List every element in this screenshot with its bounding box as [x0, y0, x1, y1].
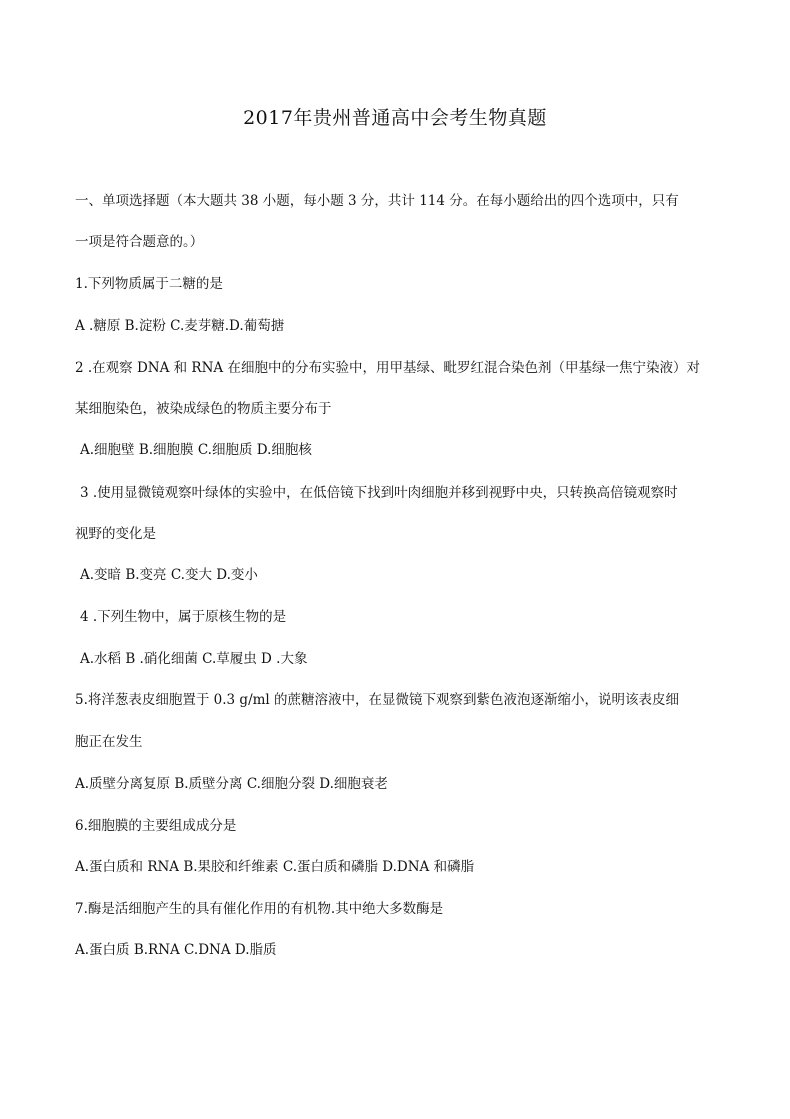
question-6-stem: 6.细胞膜的主要组成成分是	[75, 818, 237, 834]
question-6-options: A.蛋白质和 RNA B.果胶和纤维素 C.蛋白质和磷脂 D.DNA 和磷脂	[75, 859, 475, 875]
question-5-stem-line-2: 胞正在发生	[75, 734, 143, 750]
question-4-stem: 4 .下列生物中，属于原核生物的是	[80, 609, 287, 625]
question-2-stem-line-1: 2 .在观察 DNA 和 RNA 在细胞中的分布实验中，用甲基绿、毗罗红混合染色剂（甲基绿一焦宁染液）对	[75, 360, 700, 376]
page-title: 2017年贵州普通高中会考生物真题	[243, 107, 547, 129]
section-heading-line-1: 一、单项选择题（本大题共 38 小题，每小题 3 分，共计 114 分。在每小题给出的四个选项中，只有	[75, 193, 679, 209]
question-2-stem-line-2: 某细胞染色，被染成绿色的物质主要分布于	[75, 401, 332, 417]
question-5-options: A.质壁分离复原 B.质壁分离 C.细胞分裂 D.细胞衰老	[75, 776, 388, 792]
question-3-stem-line-1: 3 .使用显微镜观察叶绿体的实验中，在低倍镜下找到叶肉细胞并移到视野中央，只转换高倍镜观察时	[80, 485, 678, 501]
question-5-stem-line-1: 5.将洋葱表皮细胞置于 0.3 g/ml 的蔗糖溶液中，在显微镜下观察到紫色液泡逐渐缩小，说明该表皮细	[75, 692, 680, 708]
question-2-options: A.细胞壁 B.细胞膜 C.细胞质 D.细胞核	[80, 442, 312, 458]
question-7-stem: 7.酶是活细胞产生的具有催化作用的有机物.其中绝大多数酶是	[75, 901, 444, 917]
question-3-options: A.变暗 B.变亮 C.变大 D.变小	[80, 567, 258, 583]
section-heading-line-2: 一项是符合题意的。）	[75, 234, 204, 250]
question-1-options: A .糖原 B.淀粉 C.麦芽糖.D.葡萄搪	[75, 318, 285, 334]
question-7-options: A.蛋白质 B.RNA C.DNA D.脂质	[75, 942, 277, 958]
question-3-stem-line-2: 视野的变化是	[75, 526, 156, 542]
question-4-options: A.水稻 B .硝化细菌 C.草履虫 D .大象	[80, 651, 308, 667]
question-1-stem: 1.下列物质属于二糖的是	[75, 276, 223, 292]
